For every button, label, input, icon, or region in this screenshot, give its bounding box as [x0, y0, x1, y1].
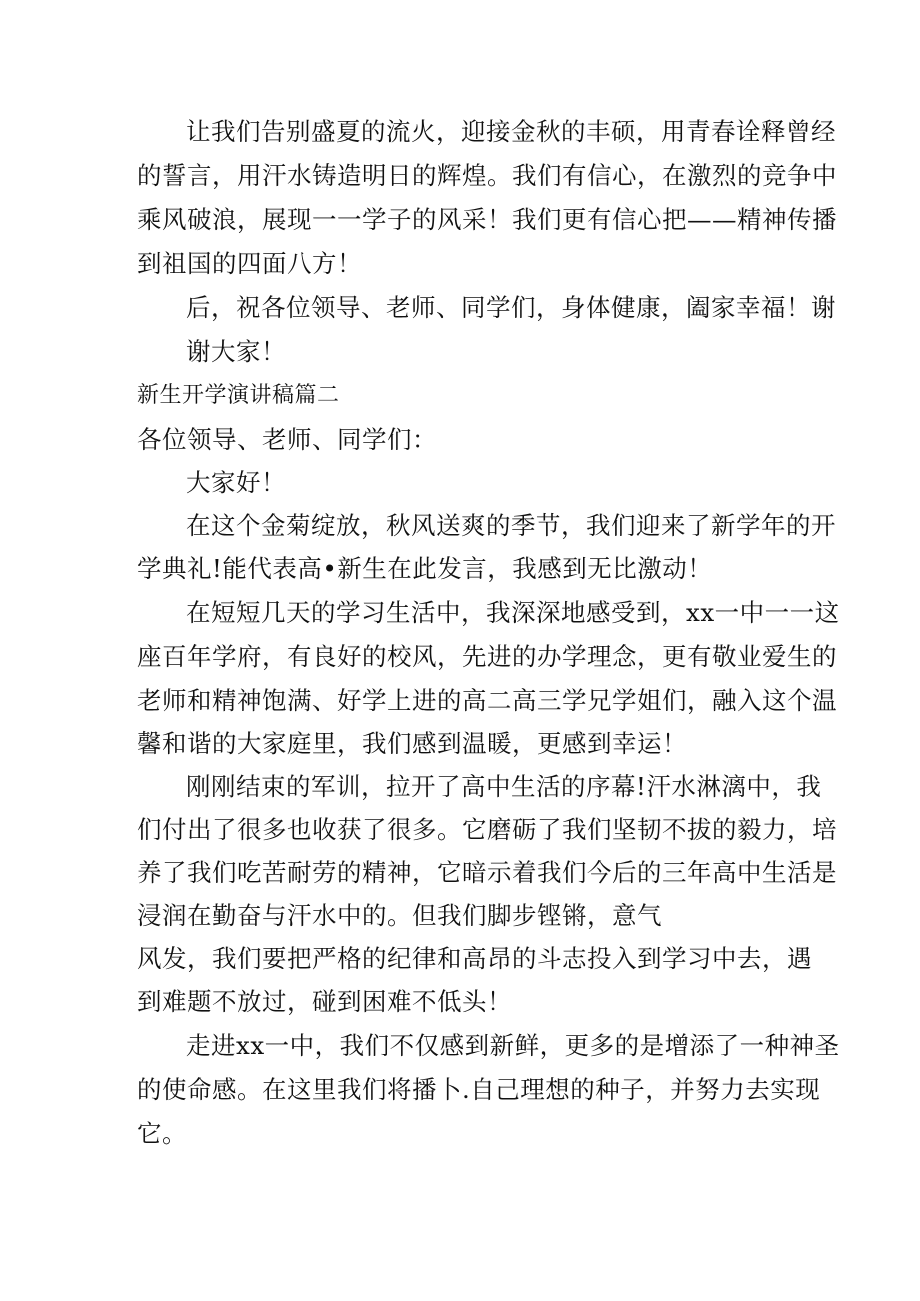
paragraph-line: 在这个金菊绽放，秋风送爽的季节，我们迎来了新学年的开: [186, 511, 836, 540]
paragraph-line: 老师和精神饱满、好学上进的高二高三学兄学姐们，融入这个温: [137, 686, 837, 715]
paragraph-line: 养了我们吃苦耐劳的精神，它暗示着我们今后的三年高中生活是: [137, 858, 837, 887]
paragraph-line: 风发，我们要把严格的纪律和高昂的斗志投入到学习中去，遇: [137, 944, 812, 973]
paragraph-line: 让我们告别盛夏的流火，迎接金秋的丰硕，用青春诠释曾经: [186, 117, 836, 146]
paragraph-line: 馨和谐的大家庭里，我们感到温暖，更感到幸运！: [137, 729, 687, 758]
paragraph-line: 的誓言，用汗水铸造明日的辉煌。我们有信心，在激烈的竞争中: [137, 161, 837, 190]
paragraph-line: 到祖国的四面八方！: [137, 249, 362, 278]
paragraph-line: 的使命感。在这里我们将播卜.自己理想的种子，并努力去实现: [137, 1075, 821, 1104]
paragraph-line: 走进xx一中，我们不仅感到新鲜，更多的是增添了一种神圣: [186, 1031, 840, 1060]
paragraph-line: 乘风破浪，展现一一学子的风采！我们更有信心把——精神传播: [137, 205, 837, 234]
section-title: 新生开学演讲稿篇二: [137, 383, 340, 408]
salutation: 各位领导、老师、同学们：: [137, 425, 437, 454]
paragraph-line: 后，祝各位领导、老师、同学们，身体健康，阖家幸福！谢: [186, 293, 836, 322]
paragraph-line: 它。: [137, 1119, 187, 1148]
paragraph-line: 座百年学府，有良好的校风，先进的办学理念，更有敬业爱生的: [137, 642, 837, 671]
paragraph-line: 浸润在勤奋与汗水中的。但我们脚步铿锵，意气: [137, 901, 662, 930]
paragraph-line: 到难题不放过，碰到困难不低头！: [137, 987, 512, 1016]
paragraph-line: 在短短几天的学习生活中，我深深地感受到，xx一中一一这: [186, 598, 840, 627]
greeting: 大家好！: [186, 468, 286, 497]
paragraph-line: 学典礼!能代表高•新生在此发言，我感到无比激动！: [137, 554, 713, 583]
paragraph-line: 们付出了很多也收获了很多。它磨砺了我们坚韧不拔的毅力，培: [137, 815, 837, 844]
paragraph-line: 刚刚结束的军训，拉开了高中生活的序幕!汗水淋漓中，我: [186, 772, 822, 801]
paragraph-line: 谢大家！: [186, 337, 286, 366]
